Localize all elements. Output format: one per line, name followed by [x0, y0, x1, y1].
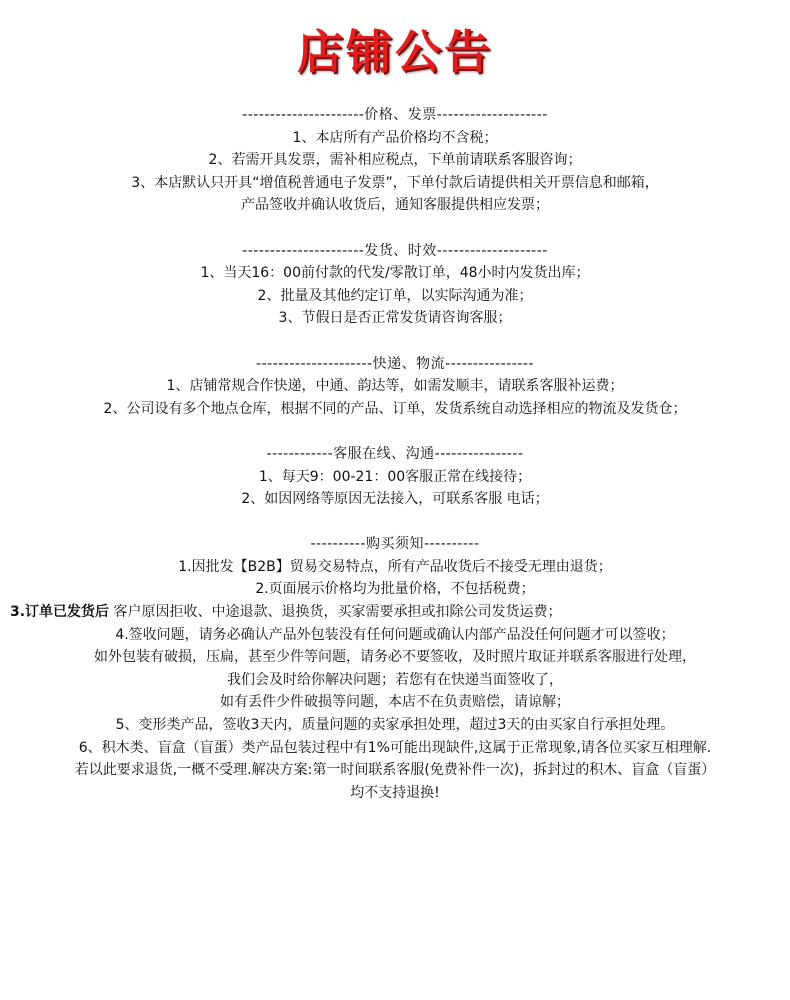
section-heading-express: ---------------------快递、物流---------------- — [256, 355, 534, 372]
section-gap — [0, 511, 790, 534]
shipping-line-3: 3、节假日是否正常发货请咨询客服； — [278, 310, 512, 327]
purchase-line-10: 若以此要求退货,一概不受理.解决方案:第一时间联系客服(免费补件一次)，拆封过的积木、盲盒（盲蛋） — [74, 762, 716, 779]
purchase-line-3-rest: 客户原因拒收、中途退款、退换货，买家需要承担或扣除公司发货运费； — [109, 604, 562, 621]
section-heading-shipping: ----------------------发货、时效-------------------- — [242, 242, 548, 259]
section-heading-purchase: ----------购买须知---------- — [310, 536, 480, 553]
section-heading-service: ------------客服在线、沟通---------------- — [266, 445, 524, 462]
purchase-line-8: 5、变形类产品，签收3天内，质量问题的卖家承担处理，超过3天的由买家自行承担处理。 — [115, 717, 675, 734]
purchase-line-2: 2.页面展示价格均为批量价格，不包括税费； — [255, 581, 535, 598]
express-line-1: 1、店铺常规合作快递，中通、韵达等，如需发顺丰，请联系客服补运费； — [166, 378, 624, 395]
page-title: 店铺公告 — [297, 25, 493, 79]
express-line-2: 2、公司设有多个地点仓库，根据不同的产品、订单，发货系统自动选择相应的物流及发货仓； — [103, 400, 687, 417]
purchase-line-3-prefix: 3.订单已发货后 — [10, 604, 110, 621]
section-heading-price: ----------------------价格、发票-------------------- — [242, 107, 548, 123]
purchase-line-9: 6、积木类、盲盒（盲蛋）类产品包装过程中有1%可能出现缺件,这属于正常现象,请各位买家互相理解. — [78, 739, 712, 756]
price-line-3: 3、本店默认只开具“增值税普通电子发票”，下单付款后请提供相关开票信息和邮箱， — [131, 174, 659, 191]
shipping-line-1: 1、当天16：00前付款的代发/零散订单，48小时内发货出库； — [200, 265, 590, 282]
section-gap — [0, 330, 790, 353]
service-line-1: 1、每天9：00-21：00客服正常在线接待； — [258, 468, 532, 485]
purchase-line-7: 如有丢件少件破损等问题，本店不在负责赔偿，请谅解； — [220, 694, 570, 711]
section-gap — [0, 420, 790, 443]
purchase-line-4: 4.签收问题，请务必确认产品外包装没有任何问题或确认内部产品没任何问题才可以签收； — [115, 626, 675, 643]
section-gap — [0, 217, 790, 240]
purchase-line-3 — [0, 601, 790, 624]
price-line-1: 1、本店所有产品价格均不含税； — [292, 129, 498, 146]
purchase-line-1: 1.因批发【B2B】贸易交易特点，所有产品收货后不接受无理由退货； — [178, 558, 612, 575]
service-line-2: 2、如因网络等原因无法接入，可联系客服 电话； — [241, 491, 549, 508]
purchase-line-11: 均不支持退换! — [350, 784, 440, 801]
purchase-line-5: 如外包装有破损，压扁，甚至少件等问题，请务必不要签收，及时照片取证并联系客服进行处理， — [94, 649, 696, 666]
price-line-2: 2、若需开具发票，需补相应税点，下单前请联系客服咨询； — [208, 152, 582, 169]
price-line-4: 产品签收并确认收货后，通知客服提供相应发票； — [241, 197, 549, 214]
purchase-line-6: 我们会及时给你解决问题；若您有在快递当面签收了， — [227, 671, 563, 688]
notice-content — [0, 104, 790, 804]
shipping-line-2: 2、批量及其他约定订单，以实际沟通为准； — [257, 287, 533, 304]
